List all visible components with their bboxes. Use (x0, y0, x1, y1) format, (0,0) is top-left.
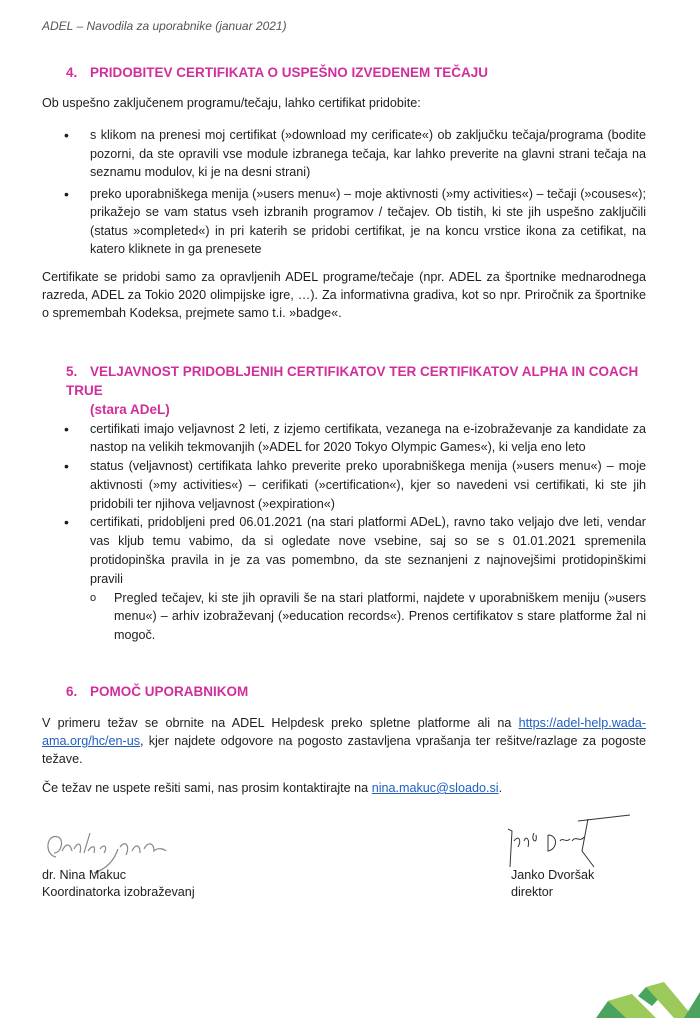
email-link[interactable]: nina.makuc@sloado.si (371, 781, 499, 796)
helpdesk-paragraph: V primeru težav se obrnite na ADEL Helpdesk preko spletne platforme ali na https://adel-help.wada-ama.org/hc/en-us, kjer najdete odgovore na pogosto zastavljena vprašanja ter rešitve/razlage za pogoste težave. (42, 716, 646, 767)
section-title: VELJAVNOST PRIDOBLJENIH CERTIFIKATOV TER CERTIFIKATOV ALPHA IN COACH TRUE (66, 363, 639, 398)
section-title-continued: (stara ADeL) (90, 401, 170, 417)
section-4-intro: Ob uspešno zaključenem programu/tečaju, lahko certifikat pridobite: (42, 96, 421, 110)
section-title: POMOČ UPORABNIKOM (90, 684, 249, 700)
section-number: 4. (66, 65, 78, 80)
signature-janko-dvorsak (498, 811, 638, 869)
section-number: 5. (66, 363, 78, 379)
section-5-list (42, 420, 646, 646)
page-header: ADEL – Navodila za uporabnike (januar 2021) (42, 19, 287, 33)
section-6-heading (66, 683, 646, 701)
signer-role: direktor (511, 885, 553, 900)
list-item: • certifikati imajo veljavnost 2 leti, z izjemo certifikata, vezanega na e-izobraževanje za kandidate za nastop na velikih tekmovanjih (»ADEL for 2020 Tokyo Olympic Games«), ki velja eno leto (64, 420, 646, 455)
bullet-icon: • (64, 458, 69, 475)
bullet-icon: • (64, 420, 69, 437)
contact-paragraph: Če težav ne uspete rešiti sami, nas prosim kontaktirajte na nina.makuc@sloado.si. (42, 781, 503, 796)
bullet-icon: • (64, 127, 69, 143)
list-item: • preko uporabniškega menija (»users menu«) – moje aktivnosti (»my activities«) – tečaji (»couses«); prikažejo se vam status vseh izbranih programov / tečajev. Ob tistih, ki ste jih uspešno zaključili (status »completed«) in pri katerih se pridobi certifikat, je na koncu vrstice ikona za cetifikat, na katero kliknete in ga prenesete (64, 185, 646, 256)
list-item: • certifikati, pridobljeni pred 06.01.2021 (na stari platformi ADeL), ravno tako veljajo dve leti, vendar vas kljub temu vabimo, da si ogledate nove vsebine, saj so se s 01.01.2021 spremenila protidopinška pravila in je za vas pomembno, da ste seznanjeni z najnovejšimi protidopinškimi pravili o Pregled tečajev, ki ste jih opravili še na stari platformi, najdete v uporabniškem meniju (»users menu«) – arhiv izobraževanj (»education records«). Prenos certifikatov s stare platforme žal ni mogoč. (64, 513, 646, 645)
signatures (42, 867, 646, 903)
section-4-list (42, 126, 646, 259)
circle-bullet-icon: o (90, 591, 97, 604)
list-item: • status (veljavnost) certifikata lahko preverite preko uporabniškega menija (»users menu«) – moje aktivnosti (»my activities«) – cerifikati (»certification«), kjer so navedeni vsi certifikati, ki ste jih pridobili ter njihova veljavnost (»expiration«) (64, 458, 646, 511)
section-4-heading (66, 64, 646, 82)
bullet-icon: • (64, 514, 69, 531)
section-title: PRIDOBITEV CERTIFIKATA O USPEŠNO IZVEDENEM TEČAJU (90, 65, 489, 80)
signer-name: dr. Nina Makuc (42, 868, 126, 883)
sub-list-item: o Pregled tečajev, ki ste jih opravili še na stari platformi, najdete v uporabniškem meniju (»users menu«) – arhiv izobraževanj (»education records«). Prenos certifikatov s stare platforme žal ni mogoč. (90, 590, 646, 643)
section-4-note: Certifikate se pridobi samo za opravljenih ADEL programe/tečaje (npr. ADEL za športnike mednarodnega razreda, ADEL za Tokio 2020 olimpijske igre, …). Za informativna gradiva, kot so npr. Priročnik za športnike o spremembah Kodeksa, prejmete samo t.i. »badge«. (42, 269, 646, 320)
helpdesk-link[interactable]: https://adel-help.wada-ama.org/hc/en-us (42, 716, 646, 749)
list-item: • s klikom na prenesi moj certifikat (»download my cerificate«) ob zaključku tečaja/programa (bodite pozorni, da ste opravili vse module izbranega tečaja, kar lahko preverite na glavni strani tečaja na seznamu modulov, ki je na desni strani) (64, 127, 646, 179)
signer-name: Janko Dvoršak (511, 868, 595, 883)
bullet-icon: • (64, 185, 69, 202)
signer-role: Koordinatorka izobraževanj (42, 885, 195, 900)
section-number: 6. (66, 684, 78, 700)
signature-block-left (42, 867, 195, 901)
page-content (42, 18, 646, 903)
section-5-heading (66, 362, 646, 419)
signature-block-right (511, 867, 594, 901)
sloado-logo (580, 960, 700, 1018)
sub-list (90, 589, 646, 645)
